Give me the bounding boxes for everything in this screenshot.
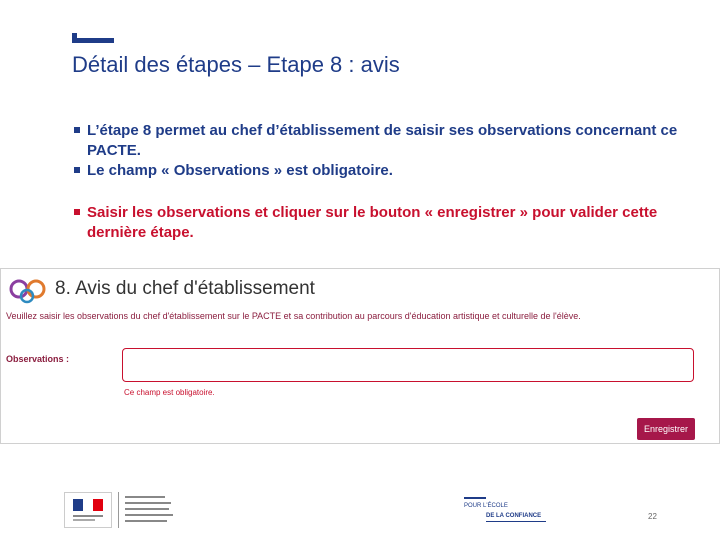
app-logo-icon [8, 278, 48, 304]
school-of-trust-logo [462, 495, 552, 525]
bullet-item [72, 203, 692, 243]
observations-label: Observations : [6, 354, 70, 364]
form-instruction: Veuillez saisir les observations du chef d'établissement sur le PACTE et sa contribution au parcours d'éducation artistique et culturelle de l'élève. [6, 311, 581, 321]
bullet-list [72, 121, 692, 243]
square-bullet-icon [74, 167, 80, 173]
save-button[interactable]: Enregistrer [637, 418, 695, 440]
bullet-item [72, 161, 692, 181]
observations-textarea[interactable] [122, 348, 694, 382]
slide-title: Détail des étapes – Etape 8 : avis [72, 52, 400, 77]
bullet-text: Le champ « Observations » est obligatoire. [87, 162, 393, 179]
required-error-message: Ce champ est obligatoire. [124, 388, 215, 397]
slogan-line-1: POUR L'ÉCOLE [464, 503, 508, 509]
square-bullet-icon [74, 127, 80, 133]
square-bullet-icon [74, 209, 80, 215]
form-heading: 8. Avis du chef d'établissement [55, 278, 315, 299]
ministry-logo [64, 492, 176, 528]
bullet-text: L’étape 8 permet au chef d’établissement de saisir ses observations concernant ce PACTE. [87, 122, 678, 159]
bullet-text: Saisir les observations et cliquer sur le bouton « enregistrer » pour valider cette dernière étape. [87, 204, 658, 241]
bullet-item [72, 121, 692, 161]
slogan-line-2: DE LA CONFIANCE [486, 513, 542, 519]
page-number: 22 [648, 512, 657, 521]
ministry-wordmark-icon [118, 492, 177, 528]
marianne-logo-icon [64, 492, 112, 528]
form-screenshot [0, 268, 720, 444]
title-corner-mark [72, 33, 114, 43]
